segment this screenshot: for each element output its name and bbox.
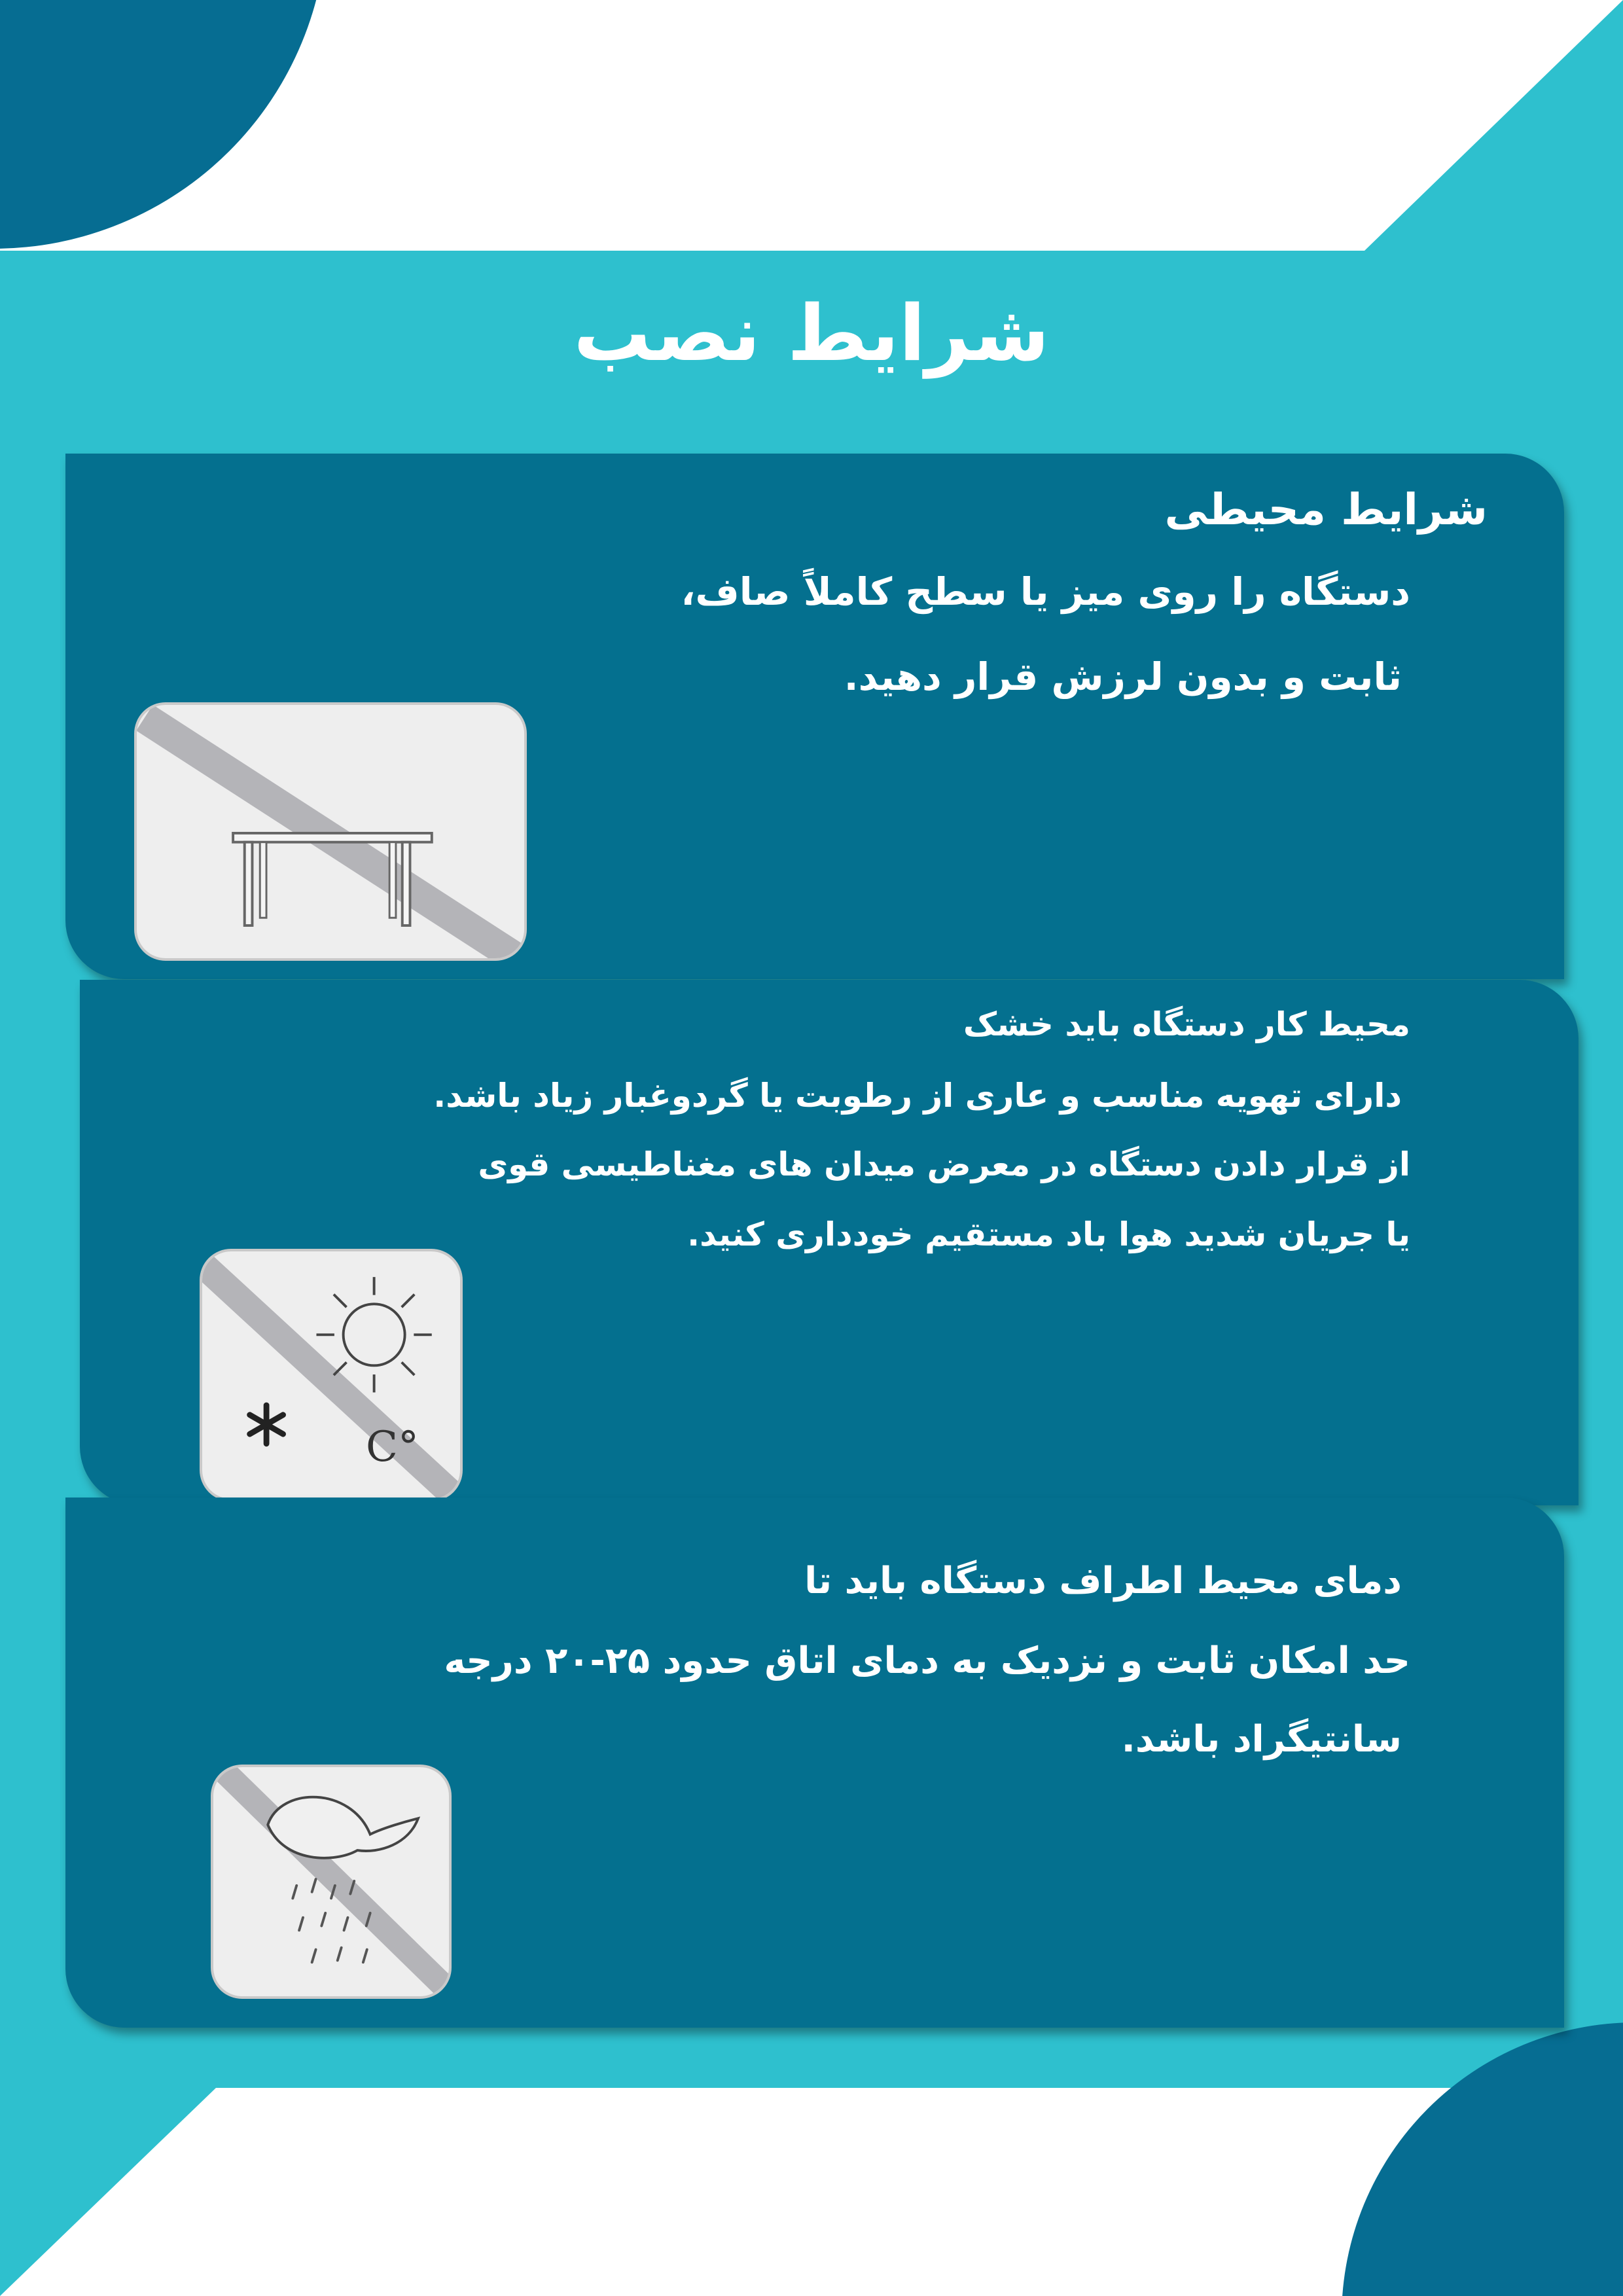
temperature-unit-label: C° [366, 1423, 419, 1471]
corner-circle-top-left [0, 0, 327, 249]
section-heading: شرایط محیطی [1164, 484, 1488, 535]
section-text-line: سانتیگراد باشد. [1121, 1718, 1402, 1761]
section-text-line: دمای محیط اطراف دستگاه باید تا [804, 1560, 1402, 1602]
no-sun-temperature-icon [200, 1249, 463, 1501]
section-text-line: دارای تهویه مناسب و عاری از رطوبت یا گردوغبار زیاد باشد. [433, 1077, 1402, 1115]
page-title: شرایط نصب [573, 288, 1050, 378]
section-text-line: از قرار دادن دستگاه در معرض میدان های مغناطیسی قوی [478, 1145, 1410, 1183]
section-text-line: حد امکان ثابت و نزدیک به دمای اتاق حدود ۲۵-۲۰ درجه [444, 1640, 1410, 1682]
section-text-line: محیط کار دستگاه باید خشک [963, 1005, 1410, 1043]
no-rain-icon [211, 1765, 452, 1999]
section-text-line: دستگاه را روی میز یا سطح کاملاً صاف، [681, 569, 1410, 614]
no-table-icon [134, 702, 527, 961]
section-text-line: ثابت و بدون لرزش قرار دهید. [844, 655, 1402, 699]
section-text-line: یا جریان شدید هوا باد مستقیم خودداری کنید. [687, 1215, 1410, 1253]
